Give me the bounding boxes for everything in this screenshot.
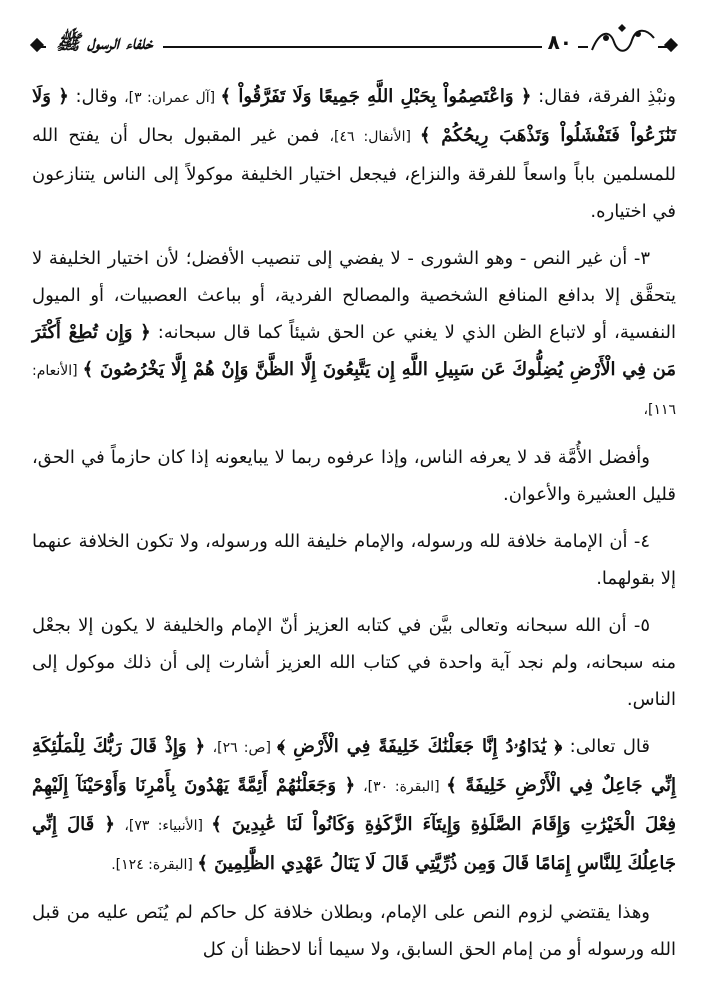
text-run: وهذا يقتضي لزوم النص على الإمام، وبطلان خلافة كل حاكم لم يُنَص عليه من قبل الله ورسوله أو من إمام الحق السابق، ولا سيما أنا لاحظنا أن كل <box>32 902 676 960</box>
running-title: خلفاء الرسول ﷺ <box>46 22 163 62</box>
paragraph-3 <box>32 439 676 513</box>
quran-verse: ﴿ وَاعْتَصِمُواْ بِحَبْلِ اللَّهِ جَمِيعًا وَلَا تَفَرَّقُواْ ﴾ <box>220 86 532 107</box>
text-run: ٥- أن الله سبحانه وتعالى بيَّن في كتابه العزيز أنّ الإمام والخليفة لا يكون إلا بجعْل منه سبحانه، ولم نجد آية واحدة في كتاب الله العزيز أشارت إلى أن ذلك موكول إلى الناس. <box>32 615 676 710</box>
page-number: ٨٠ <box>542 24 578 60</box>
text-run: ٤- أن الإمامة خلافة لله ورسوله، والإمام خليفة الله ورسوله، ولا تكون الخلافة عنهما إلا بقولهما. <box>32 531 676 589</box>
text-run <box>205 736 212 757</box>
text-run <box>115 814 125 835</box>
text-run: ونبْذِ الفرقة، فقال: <box>531 86 676 107</box>
verse-reference: [الأنعام: ١١٦]، <box>32 363 676 418</box>
text-run: قال تعالى: <box>562 736 650 757</box>
paragraph-4 <box>32 523 676 597</box>
quran-verse: ﴿ قَالَ إِنِّي جَاعِلُكَ لِلنَّاسِ إِمَامًا قَالَ وَمِن ذُرِّيَّتِي قَالَ لَا يَنَالُ عَهْدِي الظَّٰلِمِينَ ﴾ <box>32 814 676 874</box>
left-diamond-icon <box>30 38 44 52</box>
paragraph-7 <box>32 894 676 968</box>
text-run: وقال: <box>68 86 125 107</box>
verse-reference: [ص: ٢٦]، <box>212 740 278 756</box>
text-run <box>355 775 363 796</box>
body-text <box>32 78 676 978</box>
quran-verse: ﴿ وَإِن تُطِعْ أَكْثَرَ مَن فِي الْأَرْضِ يُضِلُّوكَ عَن سَبِيلِ اللَّهِ إِن يَتَّبِعُونَ إِلَّا الظَّنَّ وَإِنْ هُمْ إِلَّا يَخْرُصُونَ ﴾ <box>32 322 676 380</box>
right-diamond-icon <box>664 38 678 52</box>
paragraph-2 <box>32 240 676 429</box>
page-header <box>30 18 678 68</box>
verse-reference: [الأنبياء: ٧٣]، <box>124 818 212 834</box>
quran-verse: ﴿ يَٰدَاوُۥدُ إِنَّا جَعَلْنَٰكَ خَلِيفَةً فِي الْأَرْضِ ﴾ <box>277 736 563 757</box>
text-run: فمن غير المقبول بحال أن يفتح الله للمسلمين باباً واسعاً للفرقة والنزاع، فيجعل اختيار الخليفة موكولاً إلى الناس يتنازعون في اختياره. <box>32 125 676 222</box>
text-run: وأفضل الأُمَّة قد لا يعرفه الناس، وإذا عرفوه ربما لا يبايعونه إذا كان حازماً في الحق، قليل العشيرة والأعوان. <box>32 447 676 505</box>
verse-reference: [الأنفال: ٤٦]، <box>329 129 420 145</box>
paragraph-6 <box>32 728 676 884</box>
quran-verse: ﴿ وَإِذْ قَالَ رَبُّكَ لِلْمَلَٰٓئِكَةِ إِنِّي جَاعِلٌ فِي الْأَرْضِ خَلِيفَةً ﴾ <box>32 736 676 796</box>
text-run: ٣- أن غير النص - وهو الشورى - لا يفضي إلى تنصيب الأفضل؛ لأن اختيار الخليفة لا يتحقَّق إلا بدافع المنافع الشخصية والمصالح الفردية، أو بباعث العصبيات، أو الميول النفسية، أو لاتباع الظن الذي لا يغني عن الحق شيئاً كما قال سبحانه: <box>32 248 676 343</box>
verse-reference: [آل عمران: ٣]، <box>124 90 221 106</box>
paragraph-1 <box>32 78 676 230</box>
verse-reference: [البقرة: ٣٠]، <box>363 779 447 795</box>
quran-verse: ﴿ وَجَعَلْنَٰهُمْ أَئِمَّةً يَهْدُونَ بِأَمْرِنَا وَأَوْحَيْنَآ إِلَيْهِمْ فِعْلَ الْخَيْرَٰتِ وَإِقَامَ الصَّلَوٰةِ وَإِيتَآءَ الزَّكَوٰةِ وَكَانُواْ لَنَا عَٰبِدِينَ ﴾ <box>32 775 677 835</box>
decorative-flourish-icon <box>588 20 658 60</box>
quran-verse: ﴿ وَلَا تَنَٰزَعُواْ فَتَفْشَلُواْ وَتَذْهَبَ رِيحُكُمْ ﴾ <box>32 86 676 146</box>
verse-reference: [البقرة: ١٢٤]. <box>111 857 198 873</box>
paragraph-5 <box>32 607 676 718</box>
